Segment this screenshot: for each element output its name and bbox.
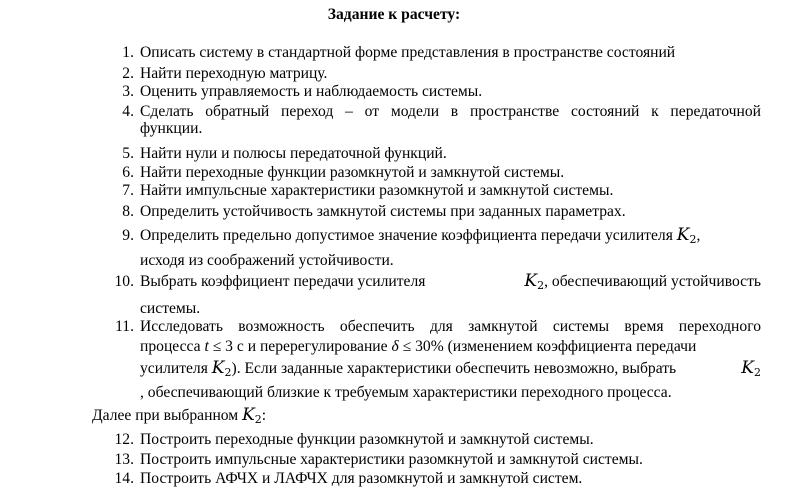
item-text: Найти нули и полюсы передаточной функций. [140, 145, 447, 162]
item-number: 8. [122, 203, 134, 220]
item-text: Исследовать возможность обеспечить для замкнутой системы время переходного процесса t ≤ 3 с и перерегулирование δ ≤ 30% (изменением коэффициента передачи усилителя $K_2$). Если заданные характеристики обеспечить невозможно, выбрать $K_2$ , обеспечивающий близкие к требуемым характеристики переходного процесса. [140, 318, 761, 401]
item-text: Найти переходную матрицу. [140, 65, 328, 82]
item-number: 7. [122, 182, 134, 199]
item-text: Выбрать коэффициент передачи усилителя $K_2$, обеспечивающий устойчивость системы. [140, 271, 761, 317]
item-number: 4. [122, 103, 134, 120]
item-number: 3. [122, 83, 134, 100]
item-number: 14. [114, 470, 134, 487]
item-text: Найти импульсные характеристики разомкнутой и замкнутой системы. [140, 182, 614, 199]
item-number: 9. [122, 227, 134, 244]
page-title: Задание к расчету: [327, 6, 461, 23]
item-text: Сделать обратный переход – от модели в пространстве состояний к передаточной функции. [140, 103, 761, 137]
math-variable: $K_2$ [741, 358, 761, 379]
item-text: Построить импульсные характеристики разомкнутой и замкнутой системы. [140, 451, 643, 468]
math-variable: $K_2$ [242, 405, 262, 426]
math-variable: $K_2$ [524, 271, 545, 292]
item-number: 11. [115, 318, 134, 335]
item-number: 1. [122, 44, 134, 61]
continuation-line: Далее при выбранном $K_2$: [92, 405, 267, 426]
item-text: Определить предельно допустимое значение коэффициента передачи усилителя $K_2$, исходя из соображений устойчивости. [140, 225, 701, 269]
item-text: Построить переходные функции разомкнутой и замкнутой системы. [140, 431, 594, 448]
item-text: Определить устойчивость замкнутой системы при заданных параметрах. [140, 203, 626, 220]
item-number: 6. [122, 164, 134, 181]
item-number: 2. [122, 65, 134, 82]
item-number: 10. [114, 273, 134, 290]
item-text: Оценить управляемость и наблюдаемость системы. [140, 83, 483, 100]
item-number: 12. [114, 431, 134, 448]
math-variable: $K_2$ [676, 225, 697, 246]
item-number: 5. [122, 145, 134, 162]
item-text: Описать систему в стандартной форме представления в пространстве состояний [140, 44, 676, 61]
math-variable: $K_2$ [211, 358, 232, 379]
item-number: 13. [114, 451, 134, 468]
item-text: Построить АФЧХ и ЛАФЧХ для разомкнутой и замкнутой систем. [140, 470, 583, 487]
item-text: Найти переходные функции разомкнутой и замкнутой системы. [140, 164, 565, 181]
